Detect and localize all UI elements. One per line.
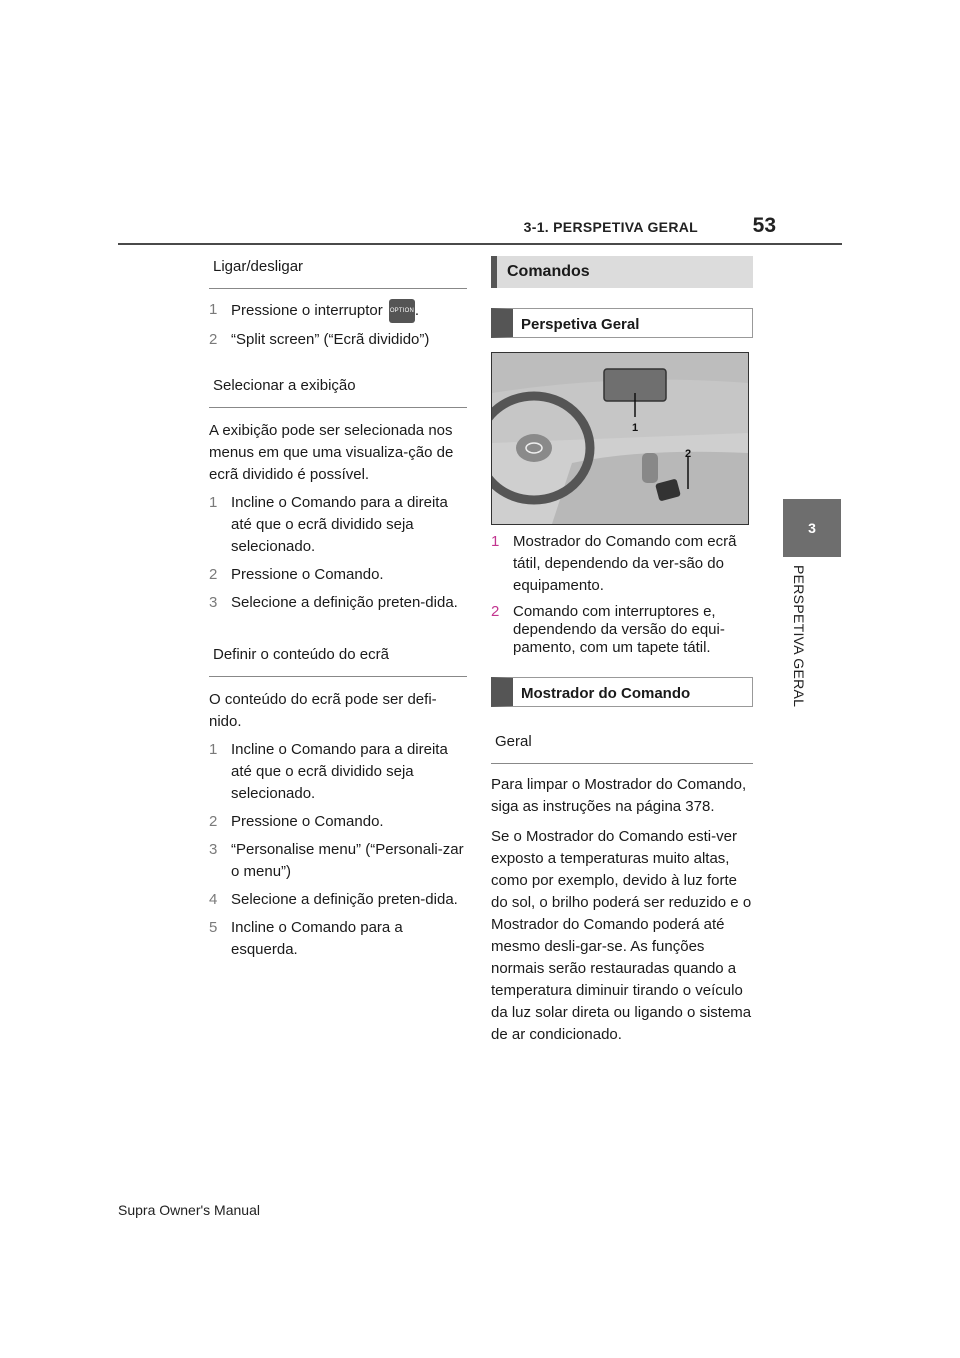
- step-text: [231, 299, 467, 323]
- page-number: 53: [752, 214, 776, 237]
- step-item: [209, 739, 467, 805]
- step-text: Pressione o Comando.: [231, 813, 384, 830]
- section-header-comandos: Comandos: [491, 256, 753, 288]
- legend-text: Comando com interruptores e, dependendo da versão do equi-pamento, com um tapete tátil.: [513, 603, 725, 656]
- footer-manual-name: Supra Owner's Manual: [118, 1202, 260, 1218]
- legend-item: [491, 603, 753, 657]
- step-text: Incline o Comando para a direita até que o ecrã dividido seja selecionado.: [231, 494, 448, 555]
- subheading: Definir o conteúdo do ecrã: [209, 644, 467, 677]
- step-number: 2: [209, 566, 218, 583]
- step-list: [209, 299, 467, 351]
- cockpit-figure: [491, 352, 749, 525]
- subsection-header-mostrador: Mostrador do Comando: [491, 677, 753, 707]
- left-column: [209, 256, 467, 961]
- section-definir-conteudo: [209, 644, 467, 961]
- step-number: 3: [209, 594, 218, 611]
- step-item: [209, 492, 467, 558]
- step-text: “Split screen” (“Ecrã dividido”): [231, 331, 430, 348]
- step-text-suffix: .: [414, 301, 420, 319]
- step-text-body: Pressione o interruptor: [231, 301, 383, 319]
- callout-2: 2: [685, 448, 692, 460]
- section-ligar-desligar: [209, 256, 467, 351]
- step-item: [209, 811, 467, 833]
- step-item: [209, 592, 467, 614]
- step-item: [209, 564, 467, 586]
- subheading: Selecionar a exibição: [209, 375, 467, 408]
- step-item: [209, 839, 467, 883]
- step-item: [209, 299, 467, 323]
- step-text: Incline o Comando para a esquerda.: [231, 919, 403, 958]
- option-button-icon: [389, 299, 415, 323]
- step-text: Incline o Comando para a direita até que o ecrã dividido seja selecionado.: [231, 741, 448, 802]
- chapter-title: 3-1. PERSPETIVA GERAL: [523, 219, 698, 235]
- step-number: 1: [209, 301, 218, 318]
- legend-number: 2: [491, 603, 500, 620]
- chapter-side-label: PERSPETIVA GERAL: [791, 565, 807, 708]
- legend-item: [491, 531, 753, 597]
- legend-number: 1: [491, 533, 500, 550]
- subheading: Ligar/desligar: [209, 256, 467, 289]
- step-text: “Personalise menu” (“Personali-zar o menu”): [231, 841, 464, 880]
- step-text: Selecione a definição preten-dida.: [231, 594, 458, 611]
- step-text: Selecione a definição preten-dida.: [231, 891, 458, 908]
- chapter-tab: 3: [783, 499, 841, 557]
- header-rule: [118, 243, 842, 245]
- step-number: 3: [209, 841, 218, 858]
- cockpit-illustration: [492, 353, 748, 524]
- intro-paragraph: A exibição pode ser selecionada nos menus em que uma visualiza-ção de ecrã dividido é possível.: [209, 422, 454, 483]
- step-item: [209, 917, 467, 961]
- step-item: [209, 329, 467, 351]
- step-list: [209, 739, 467, 961]
- step-number: 5: [209, 919, 218, 936]
- body-paragraph: Para limpar o Mostrador do Comando, siga as instruções na página 378.: [491, 776, 747, 815]
- step-number: 2: [209, 813, 218, 830]
- subheading-geral: Geral: [491, 731, 753, 764]
- legend-text: Mostrador do Comando com ecrã tátil, dependendo da ver-são do equipamento.: [513, 533, 737, 594]
- intro-paragraph: O conteúdo do ecrã pode ser defi-nido.: [209, 691, 437, 730]
- right-column: [491, 256, 753, 1046]
- callout-1: 1: [632, 422, 639, 434]
- legend-list: [491, 531, 753, 657]
- body-paragraph: Se o Mostrador do Comando esti-ver exposto a temperaturas muito altas, como por exemplo, devido à luz forte do sol, o brilho poderá ser reduzido e o Mostrador do Comando poderá até mesmo desli-gar-se. As funções normais serão restauradas quando a temperatura diminuir tirando o veículo da luz solar direta ou ligando o sistema de ar condicionado.: [491, 828, 752, 1043]
- subsection-header-perspetiva-geral: Perspetiva Geral: [491, 308, 753, 338]
- step-number: 1: [209, 741, 218, 758]
- step-item: [209, 889, 467, 911]
- option-button-label: OPTION: [389, 308, 415, 314]
- step-number: 1: [209, 494, 218, 511]
- step-number: 2: [209, 331, 218, 348]
- step-number: 4: [209, 891, 218, 908]
- step-list: [209, 492, 467, 614]
- step-text: Pressione o Comando.: [231, 566, 384, 583]
- section-selecionar-exibicao: [209, 375, 467, 614]
